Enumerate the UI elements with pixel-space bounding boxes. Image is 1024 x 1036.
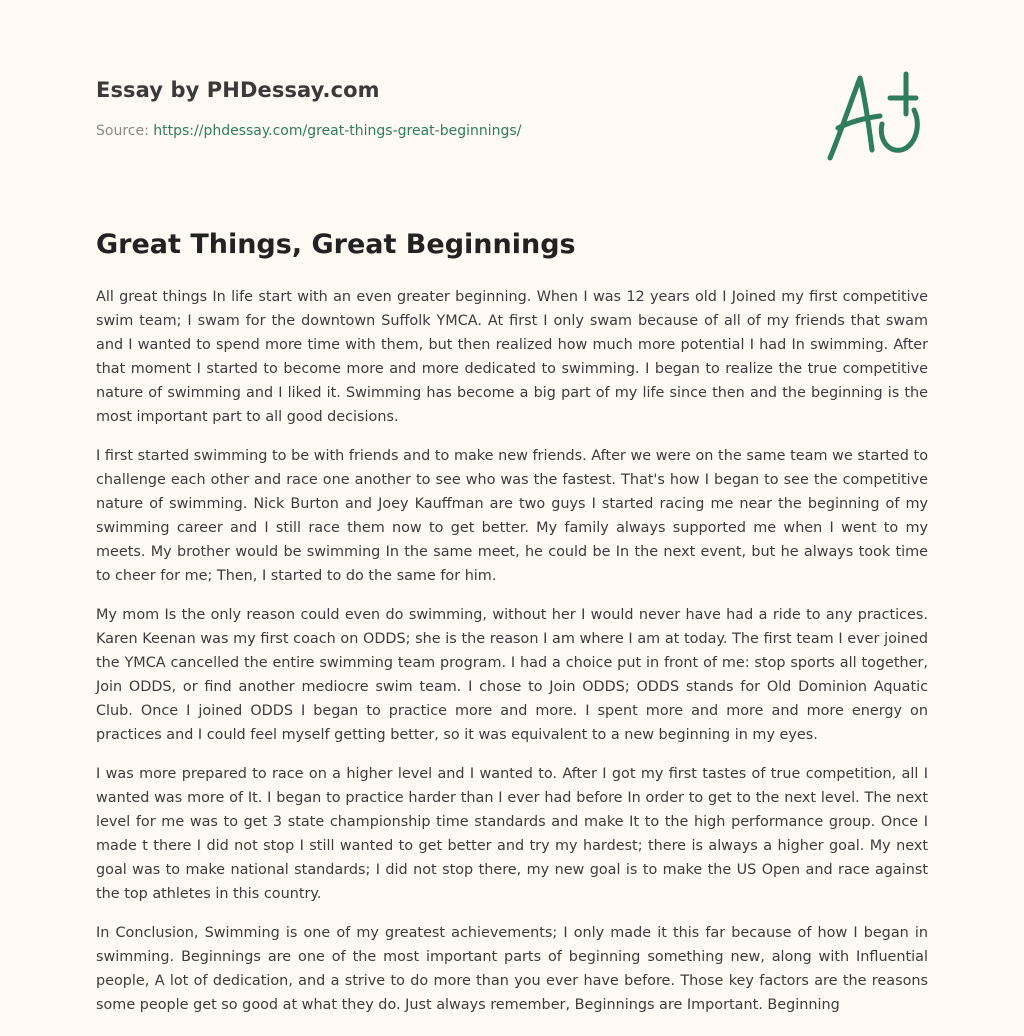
page-header xyxy=(96,76,926,139)
source-link[interactable]: https://phdessay.com/great-things-great-beginnings/ xyxy=(153,123,522,139)
essay-paragraph: My mom Is the only reason could even do swimming, without her I would never have had a ride to any practices. Karen Keenan was my first coach on ODDS; she is the reason I am where I am at today. The first team I ever joined the YMCA cancelled the entire swimming team program. I had a choice put in front of me: stop sports all together, Join ODDS, or find another mediocre swim team. I chose to Join ODDS; ODDS stands for Old Dominion Aquatic Club. Once I joined ODDS I began to practice more and more. I spent more and more and more energy on practices and I could feel myself getting better, so it was equivalent to a new beginning in my eyes. xyxy=(96,607,928,743)
brand-title: Essay by PHDessay.com xyxy=(96,78,380,102)
essay-title: Great Things, Great Beginnings xyxy=(96,229,576,260)
essay-paragraph: In Conclusion, Swimming is one of my greatest achievements; I only made it this far because of how I began in swimming. Beginnings are one of the most important parts of beginning something new, along with Influential people, A lot of dedication, and a strive to do more than you ever have before. Those key factors are the reasons some people get so good at what they do. Just always remember, Beginnings are Important. Beginning xyxy=(96,925,928,1013)
source-line xyxy=(96,123,521,139)
source-label: Source: xyxy=(96,123,149,139)
essay-body xyxy=(96,285,928,1032)
essay-paragraph: I was more prepared to race on a higher level and I wanted to. After I got my first tastes of true competition, all I wanted was more of It. I began to practice harder than I ever had before In order to get to the next level. The next level for me was to get 3 state championship time standards and make It to the high performance group. Once I made t there I did not stop I still wanted to get better and try my hardest; there is always a higher goal. My next goal was to make national standards; I did not stop there, my new goal is to make the US Open and race against the top athletes in this country. xyxy=(96,766,928,902)
a-plus-grade-icon xyxy=(820,64,930,168)
essay-paragraph: I first started swimming to be with friends and to make new friends. After we were on the same team we started to challenge each other and race one another to see who was the fastest. That's how I began to see the competitive nature of swimming. Nick Burton and Joey Kauffman are two guys I started racing me near the beginning of my swimming career and I still race them now to get better. My family always supported me when I went to my meets. My brother would be swimming In the same meet, he could be In the next event, but he always took time to cheer for me; Then, I started to do the same for him. xyxy=(96,448,928,584)
essay-paragraph: All great things In life start with an even greater beginning. When I was 12 years old I Joined my first competitive swim team; I swam for the downtown Suffolk YMCA. At first I only swam because of all of my friends that swam and I wanted to spend more time with them, but then realized how much more potential I had In swimming. After that moment I started to become more and more dedicated to swimming. I began to realize the true competitive nature of swimming and I liked it. Swimming has become a big part of my life since then and the beginning is the most important part to all good decisions. xyxy=(96,289,928,425)
